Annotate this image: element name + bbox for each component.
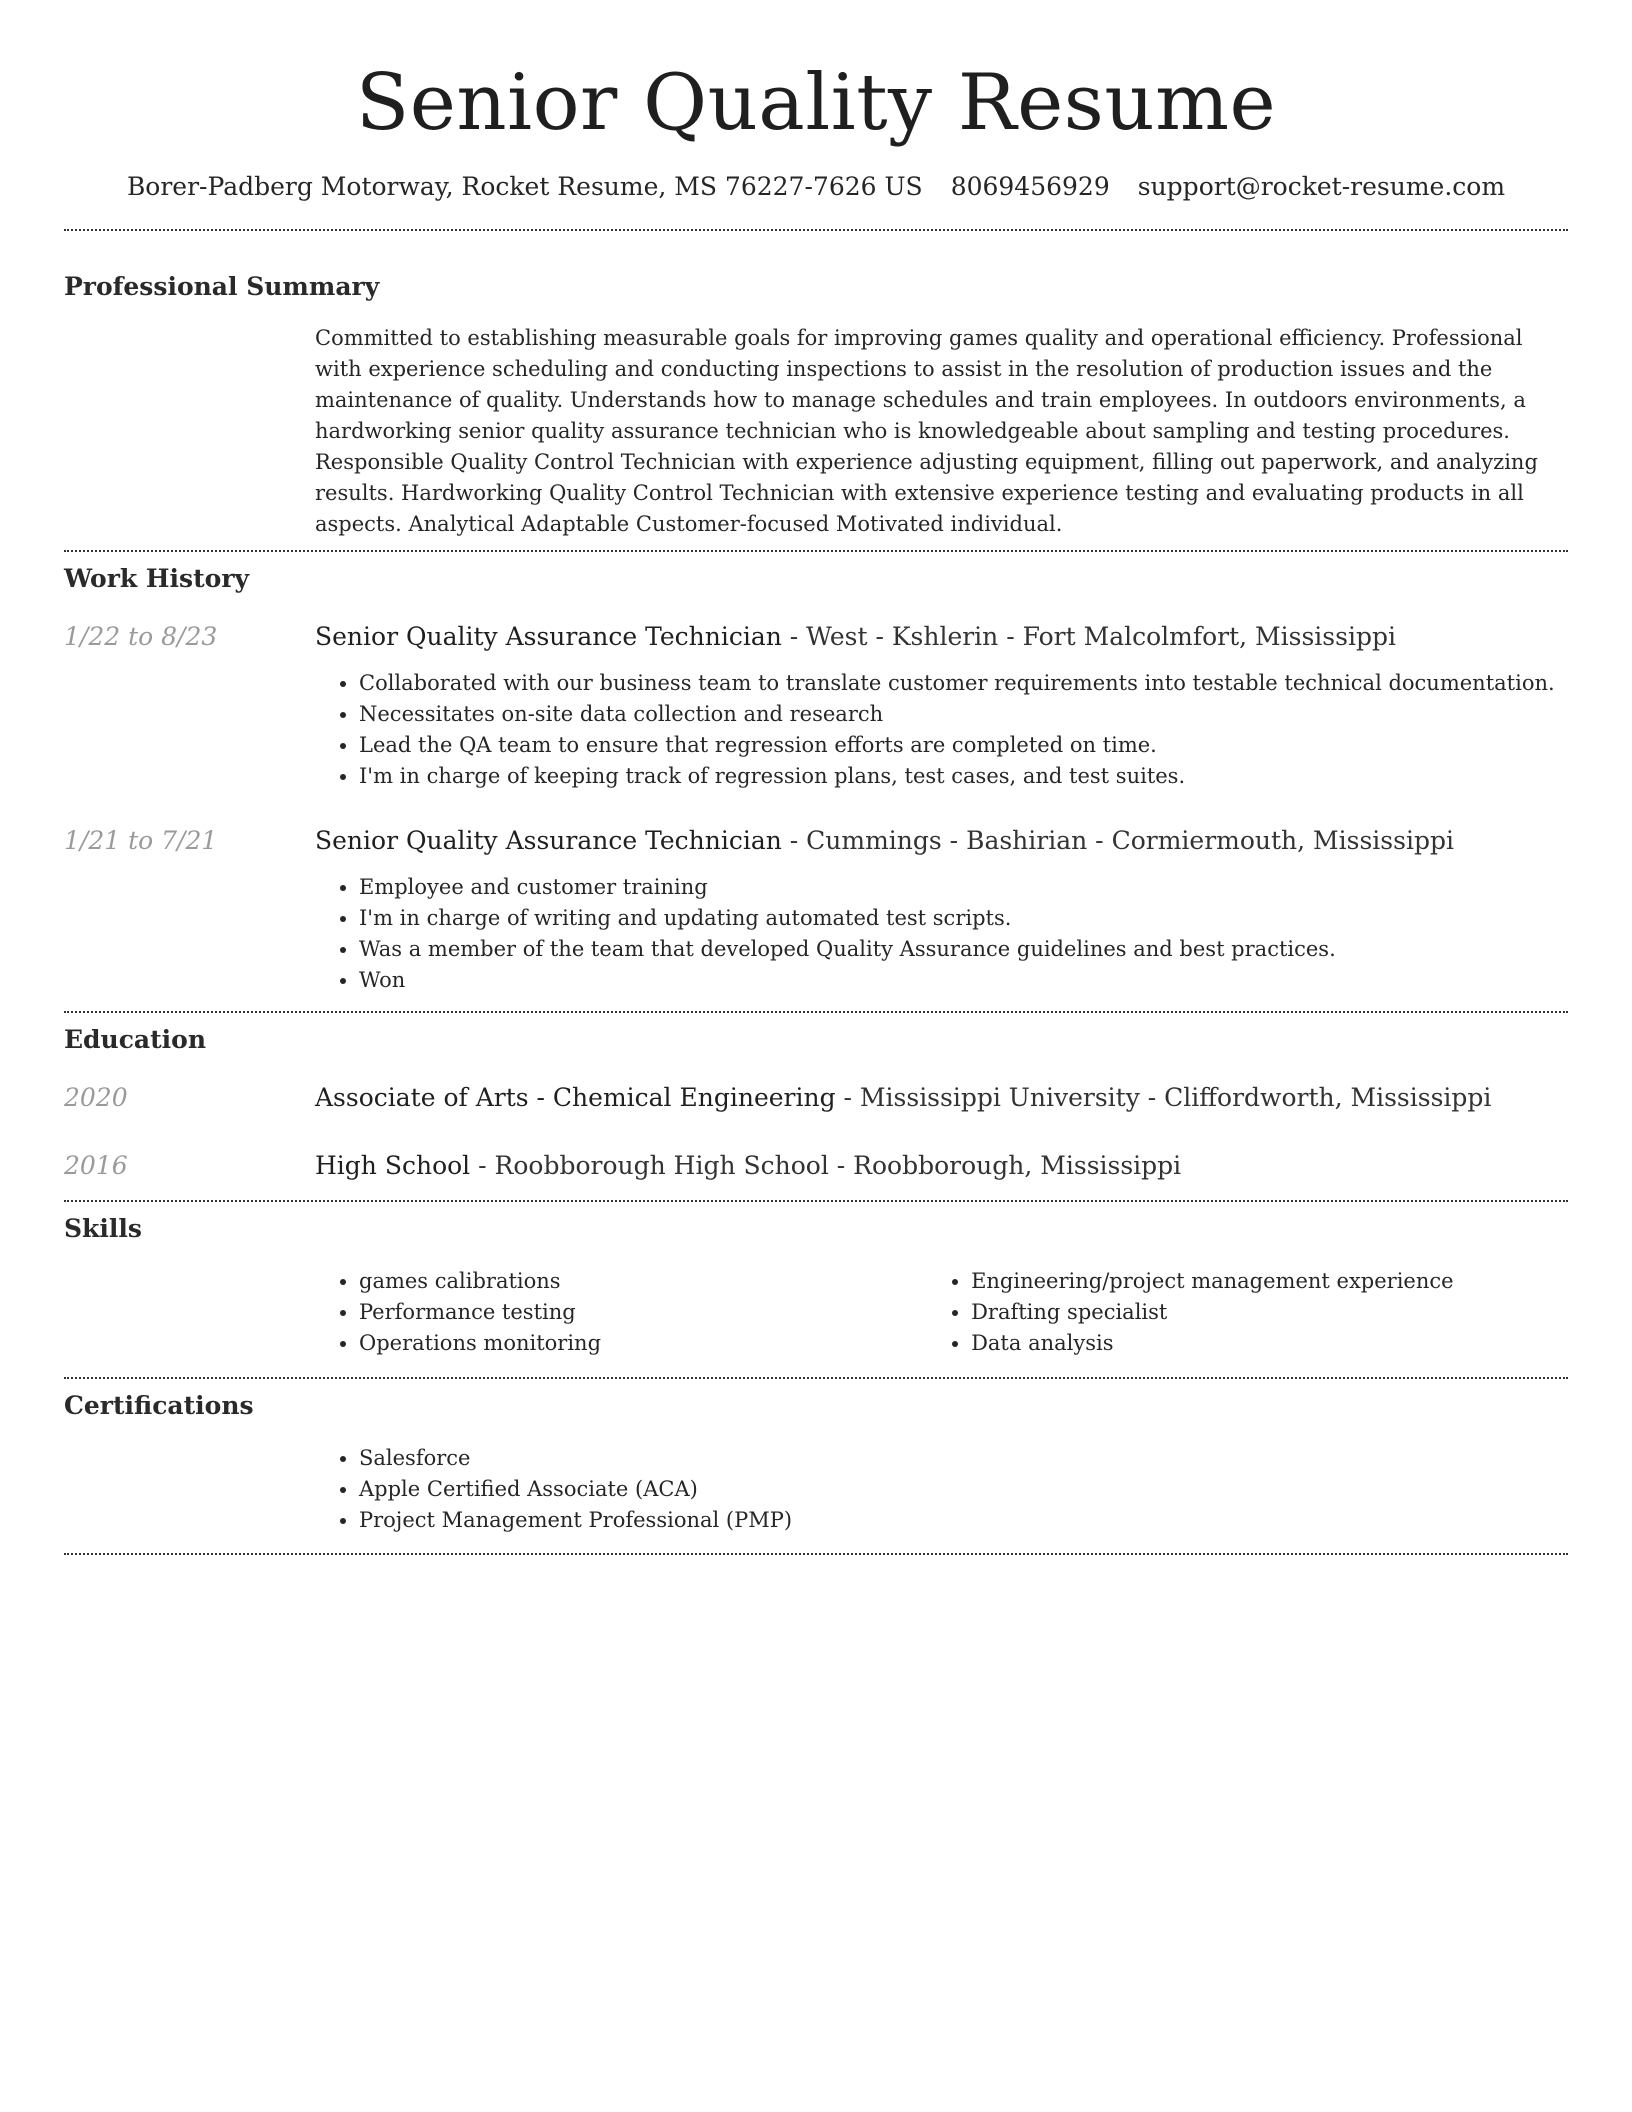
list-item: • Salesforce xyxy=(359,1443,1568,1474)
section-title-skills: Skills xyxy=(64,1214,142,1243)
resume-page xyxy=(64,0,1568,1555)
education-heading xyxy=(315,1081,1491,1115)
skills-columns xyxy=(315,1266,1568,1359)
skills-list-right xyxy=(927,1266,1568,1359)
job-entry xyxy=(64,620,1568,654)
job-role: Senior Quality Assurance Technician xyxy=(315,826,782,855)
list-item: • Lead the QA team to ensure that regression efforts are completed on time. xyxy=(359,730,1568,761)
list-item: • Data analysis xyxy=(971,1328,1568,1359)
list-item: • I'm in charge of writing and updating automated test scripts. xyxy=(359,903,1568,934)
education-degree: Associate of Arts - Chemical Engineering xyxy=(315,1083,836,1112)
job-employer-location: - West - Kshlerin - Fort Malcolmfort, Mississippi xyxy=(781,622,1396,651)
job-heading xyxy=(315,620,1396,654)
list-item: • Drafting specialist xyxy=(971,1297,1568,1328)
certifications-list xyxy=(315,1443,1568,1536)
education-school: - Roobborough High School - Roobborough, Mississippi xyxy=(470,1151,1182,1180)
divider xyxy=(64,1377,1568,1379)
summary-text: Committed to establishing measurable goals for improving games quality and operational efficiency. Professional with experience scheduling and conducting inspections to assist in the resolution of production issues and the maintenance of quality. Understands how to manage schedules and train employees. In outdoors environments, a hardworking senior quality assurance technician who is knowledgeable about sampling and testing procedures. Responsible Quality Control Technician with experience adjusting equipment, filling out paperwork, and analyzing results. Hardworking Quality Control Technician with extensive experience testing and evaluating products in all aspects. Analytical Adaptable Customer-focused Motivated individual. xyxy=(315,326,1538,536)
job-bullets xyxy=(315,668,1568,792)
list-item: • Employee and customer training xyxy=(359,872,1568,903)
contact-line xyxy=(64,170,1568,204)
contact-address: Borer-Padberg Motorway, Rocket Resume, MS 76227-7626 US xyxy=(126,172,923,201)
contact-phone: 8069456929 xyxy=(950,172,1110,201)
list-item: • Was a member of the team that developed Quality Assurance guidelines and best practices. xyxy=(359,934,1568,965)
education-school: - Mississippi University - Cliffordworth, Mississippi xyxy=(835,1083,1492,1112)
divider xyxy=(64,1011,1568,1013)
education-entry xyxy=(64,1081,1568,1115)
resume-title: Senior Quality Resume xyxy=(355,58,1277,148)
job-heading xyxy=(315,824,1454,858)
job-entry xyxy=(64,824,1568,858)
education-entry xyxy=(64,1149,1568,1183)
education-degree: High School xyxy=(315,1151,471,1180)
list-item: • Won xyxy=(359,965,1568,996)
divider xyxy=(64,550,1568,552)
job-bullets xyxy=(315,872,1568,996)
divider xyxy=(64,229,1568,231)
skills-list-left xyxy=(315,1266,927,1359)
list-item: • Necessitates on-site data collection and research xyxy=(359,699,1568,730)
section-title-summary: Professional Summary xyxy=(64,272,380,301)
job-dates: 1/22 to 8/23 xyxy=(64,622,218,651)
list-item: • Collaborated with our business team to translate customer requirements into testable technical documentation. xyxy=(359,668,1568,699)
list-item: • games calibrations xyxy=(359,1266,927,1297)
section-title-work-history: Work History xyxy=(64,564,250,593)
list-item: • I'm in charge of keeping track of regression plans, test cases, and test suites. xyxy=(359,761,1568,792)
list-item: • Engineering/project management experience xyxy=(971,1266,1568,1297)
education-heading xyxy=(315,1149,1181,1183)
job-role: Senior Quality Assurance Technician xyxy=(315,622,782,651)
section-title-education: Education xyxy=(64,1025,207,1054)
list-item: • Operations monitoring xyxy=(359,1328,927,1359)
contact-email[interactable]: support@rocket-resume.com xyxy=(1137,172,1506,201)
list-item: • Performance testing xyxy=(359,1297,927,1328)
education-year: 2016 xyxy=(64,1151,128,1180)
divider xyxy=(64,1200,1568,1202)
section-title-certifications: Certifications xyxy=(64,1391,254,1420)
divider xyxy=(64,1553,1568,1555)
list-item: • Project Management Professional (PMP) xyxy=(359,1505,1568,1536)
list-item: • Apple Certified Associate (ACA) xyxy=(359,1474,1568,1505)
job-dates: 1/21 to 7/21 xyxy=(64,826,218,855)
job-employer-location: - Cummings - Bashirian - Cormiermouth, Mississippi xyxy=(781,826,1454,855)
education-year: 2020 xyxy=(64,1083,128,1112)
